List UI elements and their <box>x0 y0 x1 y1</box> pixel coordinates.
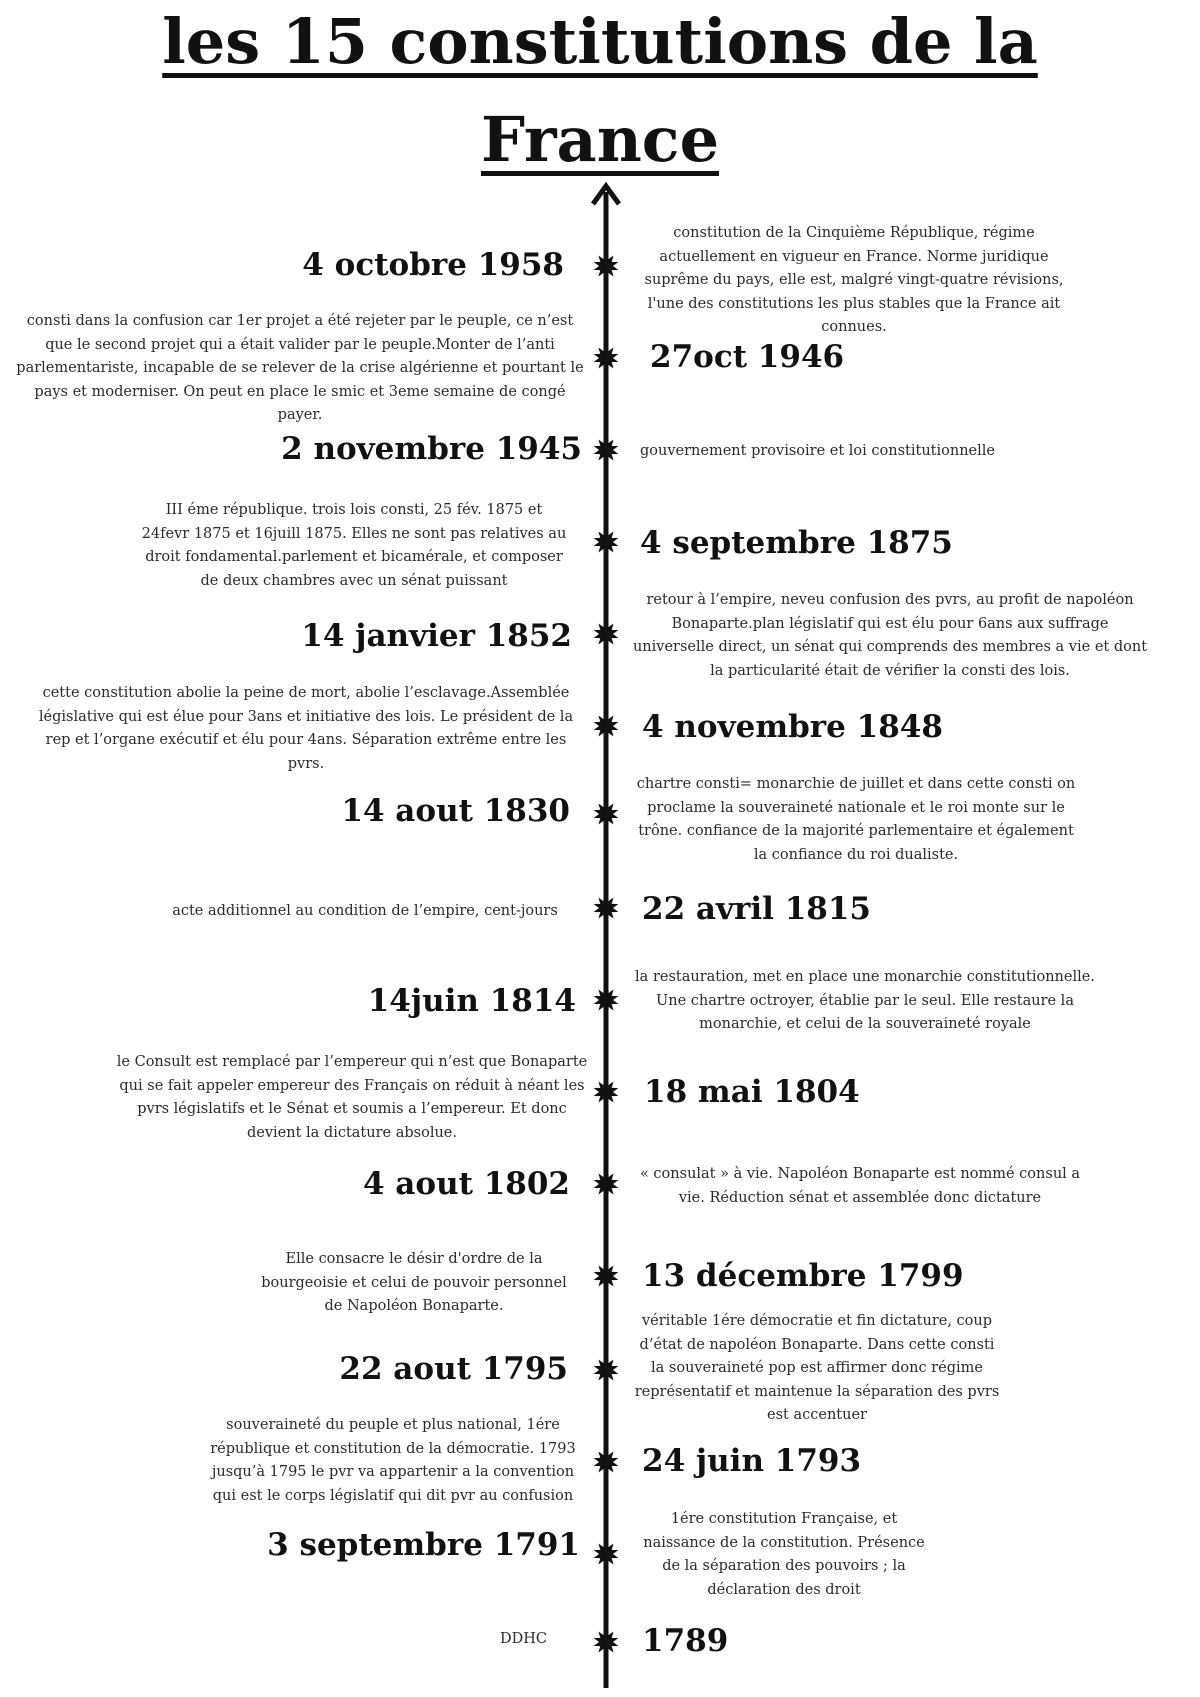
event-date-1802: 4 aout 1802 <box>362 1166 570 1202</box>
star-marker-icon <box>594 1171 619 1197</box>
event-date-1793: 24 juin 1793 <box>642 1443 862 1479</box>
event-description-1795: véritable 1ére démocratie et fin dictature, coup d’état de napoléon Bonaparte. Dans cette consti la souveraineté pop est affirmer donc régime représentatif et maintenue la séparation des pvrs est accentuer <box>634 1313 1000 1423</box>
page-title-line-1: les 15 constitutions de la <box>162 5 1038 78</box>
event-description-1946: consti dans la confusion car 1er projet a été rejeter par le peuple, ce n’est que le second projet qui a était valider par le peuple.Monter de l’anti parlementariste, incapable de se relever de la crise algérienne et pourtant le pays et moderniser. On peut en place le smic et 3eme semaine de congé payer. <box>16 313 584 423</box>
event-description-1945: gouvernement provisoire et loi constitutionnelle <box>640 443 995 459</box>
event-description-1848: cette constitution abolie la peine de mort, abolie l’esclavage.Assemblée législative qui est élue pour 3ans et initiative des lois. Le président de la rep et l’organe exécutif et élu pour 4ans. Séparation extrême entre les pvrs. <box>38 685 574 772</box>
star-marker-icon <box>594 621 619 647</box>
event-description-1814: la restauration, met en place une monarchie constitutionnelle. Une chartre octroyer, établie par le seul. Elle restaure la monarchie, et celui de la souveraineté royale <box>635 969 1095 1032</box>
event-date-1814: 14juin 1814 <box>367 983 576 1019</box>
event-date-1789: 1789 <box>642 1623 729 1659</box>
star-marker-icon <box>594 895 619 921</box>
event-date-1791: 3 septembre 1791 <box>267 1527 580 1563</box>
star-marker-icon <box>594 713 619 739</box>
star-marker-icon <box>594 345 619 371</box>
event-date-1946: 27oct 1946 <box>650 339 845 375</box>
event-date-1852: 14 janvier 1852 <box>301 618 572 654</box>
event-description-1793: souveraineté du peuple et plus national, 1ére république et constitution de la démocratie. 1793 jusqu’à 1795 le pvr va appartenir a la convention qui est le corps législatif qui dit pvr au confusion <box>210 1417 576 1504</box>
page-title-line-2: France <box>480 103 720 176</box>
event-description-1791: 1ére constitution Française, et naissance de la constitution. Présence de la séparation des pouvoirs ; la déclaration des droit <box>643 1511 925 1598</box>
star-marker-icon <box>594 529 619 555</box>
star-marker-icon <box>594 437 619 463</box>
star-marker-icon <box>594 1449 619 1475</box>
event-date-1945: 2 novembre 1945 <box>281 431 582 467</box>
star-marker-icon <box>594 1263 619 1289</box>
event-date-1875: 4 septembre 1875 <box>640 525 953 561</box>
star-marker-icon <box>594 801 619 827</box>
event-date-1830: 14 aout 1830 <box>341 793 570 829</box>
star-marker-icon <box>594 987 619 1013</box>
event-description-1875: III éme république. trois lois consti, 25 fév. 1875 et 24fevr 1875 et 16juill 1875. Elles ne sont pas relatives au droit fondamental.parlement et bicamérale, et composer de deux chambres avec un sénat puissant <box>141 502 567 589</box>
event-description-1789: DDHC <box>500 1631 547 1647</box>
star-marker-icon <box>594 1079 619 1105</box>
event-description-1830: chartre consti= monarchie de juillet et dans cette consti on proclame la souveraineté nationale et le roi monte sur le trône. confiance de la majorité parlementaire et également la confiance du roi dualiste. <box>636 776 1076 863</box>
star-marker-icon <box>594 1541 619 1567</box>
event-date-1804: 18 mai 1804 <box>644 1074 860 1110</box>
event-description-1852: retour à l’empire, neveu confusion des pvrs, au profit de napoléon Bonaparte.plan législatif qui est élu pour 6ans aux suffrage universelle direct, un sénat qui comprends des membres a vie et dont la particularité était de vérifier la consti des lois. <box>632 592 1148 679</box>
event-date-1799: 13 décembre 1799 <box>642 1258 964 1294</box>
event-date-1958: 4 octobre 1958 <box>302 247 564 283</box>
star-marker-icon <box>594 1357 619 1383</box>
event-date-1815: 22 avril 1815 <box>642 891 871 927</box>
event-description-1804: le Consult est remplacé par l’empereur qui n’est que Bonaparte qui se fait appeler empereur des Français on réduit à néant les pvrs législatifs et le Sénat et soumis a l’empereur. Et donc devient la dictature absolue. <box>116 1054 588 1141</box>
event-date-1848: 4 novembre 1848 <box>642 709 943 745</box>
event-description-1815: acte additionnel au condition de l’empire, cent-jours <box>172 903 558 919</box>
event-description-1802: « consulat » à vie. Napoléon Bonaparte est nommé consul a vie. Réduction sénat et assemblée donc dictature <box>639 1166 1081 1206</box>
star-marker-icon <box>594 1629 619 1655</box>
event-date-1795: 22 aout 1795 <box>339 1351 568 1387</box>
event-description-1958: constitution de la Cinquième République, régime actuellement en vigueur en France. Norme juridique suprême du pays, elle est, malgré vingt-quatre révisions, l'une des constitutions les plus stables que la France ait connues. <box>644 225 1064 335</box>
event-description-1799: Elle consacre le désir d'ordre de la bourgeoisie et celui de pouvoir personnel de Napoléon Bonaparte. <box>261 1251 567 1314</box>
star-marker-icon <box>594 253 619 279</box>
